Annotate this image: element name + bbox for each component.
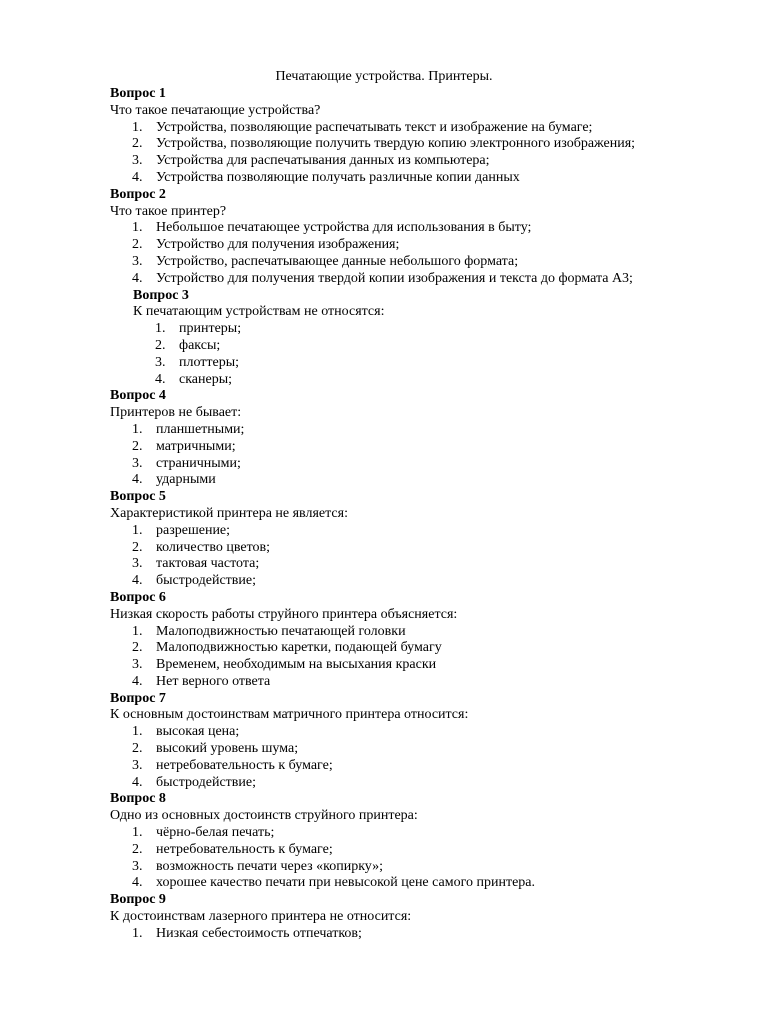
answer-option [110, 758, 730, 775]
answer-options [110, 825, 730, 892]
option-number: 1. [132, 522, 143, 538]
option-number: 1. [132, 119, 143, 135]
option-text: Временем, необходимым на высыхания краски [156, 657, 437, 673]
answer-option [110, 825, 730, 842]
answer-option [110, 170, 730, 187]
answer-option [110, 355, 730, 372]
question-heading: Вопрос 7 [110, 690, 166, 706]
option-text: Устройства, позволяющие распечатывать текст и изображение на бумаге; [156, 119, 593, 135]
question-4 [110, 388, 730, 489]
question-3 [110, 288, 730, 389]
question-heading: Вопрос 8 [110, 791, 166, 807]
answer-options [110, 120, 730, 187]
option-number: 2. [132, 438, 143, 454]
option-number: 3. [132, 153, 143, 169]
question-5 [110, 489, 730, 590]
answer-option [110, 724, 730, 741]
answer-option [110, 842, 730, 859]
option-number: 2. [132, 741, 143, 757]
option-number: 4. [132, 472, 143, 488]
option-text: быстродействие; [156, 774, 256, 790]
option-text: быстродействие; [156, 573, 256, 589]
question-prompt: Характеристикой принтера не является: [110, 505, 348, 521]
option-number: 4. [132, 774, 143, 790]
option-text: сканеры; [179, 371, 233, 387]
question-heading: Вопрос 1 [110, 86, 166, 101]
option-number: 1. [132, 925, 143, 941]
answer-option [110, 640, 730, 657]
option-text: ударными [156, 472, 216, 488]
question-prompt: К достоинствам лазерного принтера не относится: [110, 909, 412, 925]
option-number: 2. [132, 640, 143, 656]
answer-options [110, 523, 730, 590]
option-text: Устройство для получения изображения; [156, 237, 400, 253]
option-text: Малоподвижностью каретки, подающей бумагу [156, 640, 442, 656]
option-number: 2. [132, 136, 143, 152]
question-heading: Вопрос 6 [110, 589, 166, 605]
answer-option [110, 456, 730, 473]
option-number: 1. [132, 421, 143, 437]
questions-list [110, 86, 730, 943]
answer-option [110, 120, 730, 137]
question-6 [110, 590, 730, 691]
question-prompt: Принтеров не бывает: [110, 405, 242, 421]
document-title: Печатающие устройства. Принтеры. [275, 69, 493, 84]
option-number: 4. [132, 573, 143, 589]
option-number: 1. [155, 321, 166, 337]
option-number: 3. [132, 455, 143, 471]
option-number: 3. [132, 556, 143, 572]
answer-options [110, 724, 730, 791]
option-text: высокий уровень шума; [156, 741, 299, 757]
answer-options [110, 926, 730, 943]
answer-option [110, 271, 730, 288]
option-text: принтеры; [179, 321, 242, 337]
question-prompt: Что такое принтер? [110, 203, 227, 219]
answer-option [110, 741, 730, 758]
question-heading: Вопрос 4 [110, 388, 166, 404]
option-number: 3. [132, 253, 143, 269]
option-text: количество цветов; [156, 539, 271, 555]
question-heading: Вопрос 2 [110, 186, 166, 202]
answer-option [110, 624, 730, 641]
question-prompt: Что такое печатающие устройства? [110, 102, 321, 118]
answer-options [110, 321, 730, 388]
answer-option [110, 523, 730, 540]
option-number: 4. [132, 673, 143, 689]
option-number: 1. [132, 825, 143, 841]
question-heading: Вопрос 3 [133, 287, 189, 303]
question-heading: Вопрос 9 [110, 892, 166, 908]
answer-option [110, 136, 730, 153]
option-text: Низкая себестоимость отпечатков; [156, 925, 362, 941]
option-text: факсы; [179, 337, 221, 353]
option-number: 3. [132, 858, 143, 874]
option-number: 3. [132, 657, 143, 673]
answer-option [110, 338, 730, 355]
question-7 [110, 691, 730, 792]
option-text: высокая цена; [156, 724, 240, 740]
option-text: Устройство, распечатывающее данные небольшого формата; [156, 253, 519, 269]
answer-options [110, 220, 730, 287]
option-text: планшетными; [156, 421, 245, 437]
answer-option [110, 926, 730, 943]
answer-option [110, 657, 730, 674]
question-2 [110, 187, 730, 288]
option-number: 3. [155, 354, 166, 370]
question-8 [110, 791, 730, 892]
answer-option [110, 674, 730, 691]
option-text: матричными; [156, 438, 236, 454]
option-number: 2. [132, 841, 143, 857]
question-prompt: Низкая скорость работы струйного принтера объясняется: [110, 606, 458, 622]
option-text: страничными; [156, 455, 241, 471]
option-text: Малоподвижностью печатающей головки [156, 623, 406, 639]
answer-option [110, 220, 730, 237]
option-text: нетребовательность к бумаге; [156, 757, 333, 773]
option-number: 4. [132, 270, 143, 286]
option-text: Устройства позволяющие получать различные копии данных [156, 169, 520, 185]
option-number: 1. [132, 623, 143, 639]
option-number: 1. [132, 724, 143, 740]
option-text: Нет верного ответа [156, 673, 271, 689]
answer-options [110, 422, 730, 489]
option-text: тактовая частота; [156, 556, 260, 572]
answer-option [110, 540, 730, 557]
option-number: 2. [132, 237, 143, 253]
option-number: 4. [132, 169, 143, 185]
question-heading: Вопрос 5 [110, 489, 166, 505]
option-text: Устройство для получения твердой копии изображения и текста до формата А3; [156, 270, 633, 286]
option-number: 2. [155, 337, 166, 353]
option-number: 3. [132, 757, 143, 773]
answer-option [110, 321, 730, 338]
answer-option [110, 422, 730, 439]
answer-options [110, 624, 730, 691]
option-text: хорошее качество печати при невысокой цене самого принтера. [156, 875, 536, 891]
question-prompt: К печатающим устройствам не относятся: [133, 304, 385, 320]
option-text: плоттеры; [179, 354, 240, 370]
answer-option [110, 775, 730, 792]
question-1 [110, 86, 730, 187]
question-9 [110, 892, 730, 942]
option-number: 1. [132, 220, 143, 236]
answer-option [110, 472, 730, 489]
answer-option [110, 573, 730, 590]
option-text: Небольшое печатающее устройства для использования в быту; [156, 220, 532, 236]
answer-option [110, 556, 730, 573]
option-text: Устройства для распечатывания данных из компьютера; [156, 153, 490, 169]
option-text: возможность печати через «копирку»; [156, 858, 384, 874]
option-number: 4. [132, 875, 143, 891]
answer-option [110, 439, 730, 456]
option-text: Устройства, позволяющие получить твердую копию электронного изображения; [156, 136, 636, 152]
option-text: чёрно-белая печать; [156, 825, 275, 841]
question-prompt: К основным достоинствам матричного принтера относится: [110, 707, 469, 723]
answer-option [110, 859, 730, 876]
answer-option [110, 254, 730, 271]
answer-option [110, 153, 730, 170]
answer-option [110, 237, 730, 254]
option-number: 4. [155, 371, 166, 387]
option-number: 2. [132, 539, 143, 555]
answer-option [110, 875, 730, 892]
question-prompt: Одно из основных достоинств струйного принтера: [110, 808, 418, 824]
answer-option [110, 372, 730, 389]
option-text: разрешение; [156, 522, 231, 538]
option-text: нетребовательность к бумаге; [156, 841, 333, 857]
